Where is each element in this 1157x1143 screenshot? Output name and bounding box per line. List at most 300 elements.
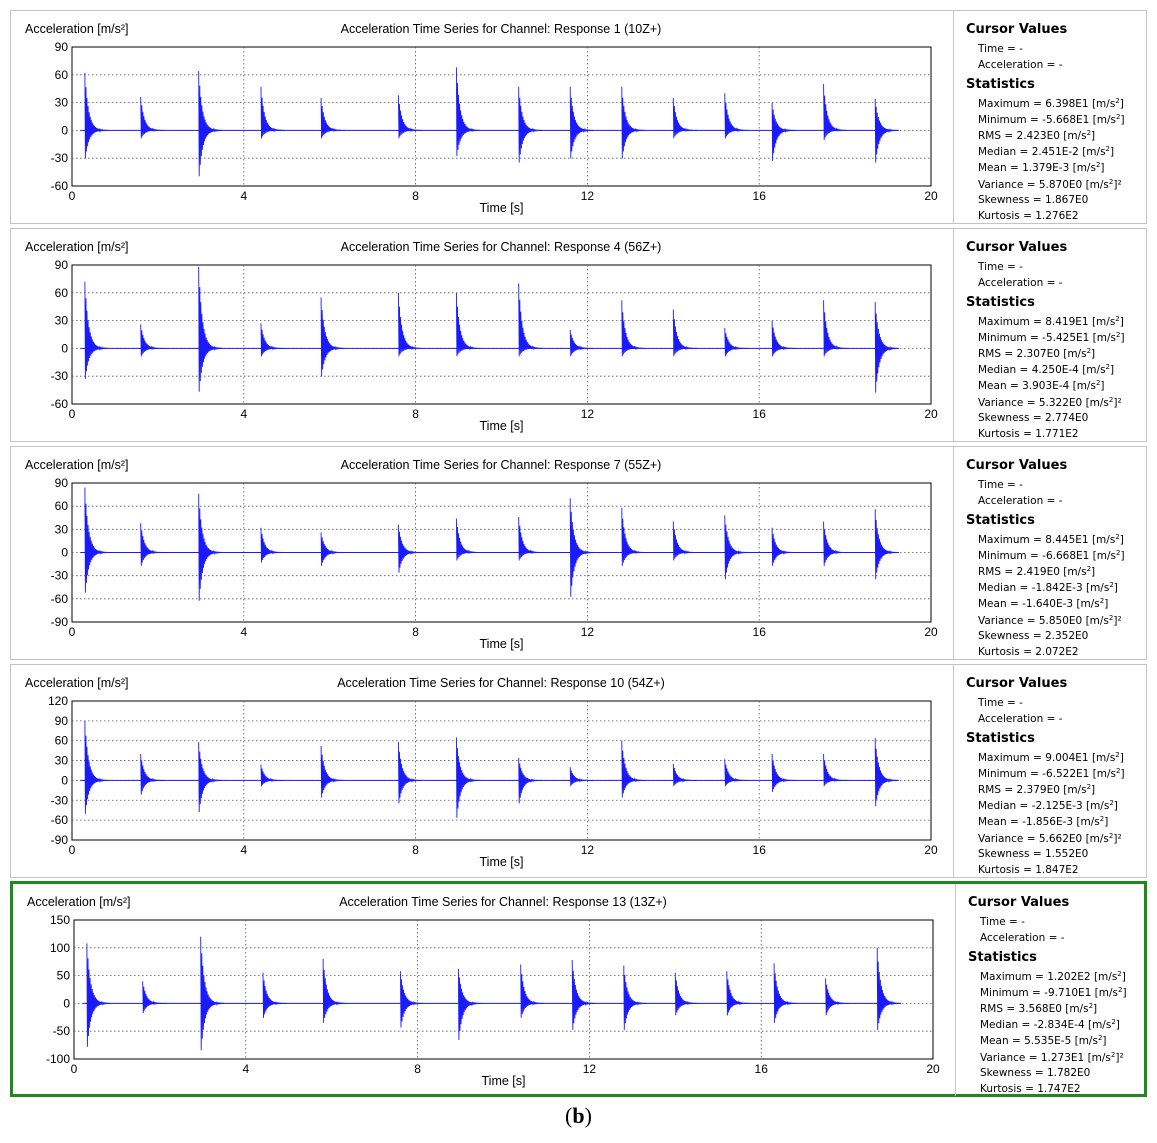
x-tick-label: 20 [924, 407, 938, 421]
stat-value: 1.552E0 [1044, 847, 1089, 860]
stat-row-mean [980, 1034, 1107, 1047]
x-tick-label: 8 [412, 189, 419, 203]
stat-unit-exponent: 2 [1086, 783, 1092, 792]
x-tick-label: 12 [580, 189, 595, 203]
stat-label: Median [978, 364, 1017, 377]
stat-label: RMS [978, 566, 1002, 579]
stat-label: Skewness [978, 629, 1030, 642]
y-tick-label: 0 [61, 341, 68, 356]
stat-equals: = [1029, 534, 1046, 546]
stat-label: Maximum [980, 971, 1032, 983]
stat-row-variance [978, 832, 1122, 845]
stat-unit-base: [m/s [1082, 146, 1106, 159]
y-tick-label: -60 [50, 813, 68, 828]
stat-value: 2.423E0 [1016, 130, 1060, 143]
x-tick-label: 0 [68, 843, 76, 857]
stat-equals: = [1029, 98, 1046, 110]
stat-row-variance [978, 396, 1122, 409]
chart-svg[interactable] [11, 229, 953, 441]
stat-row-rms [980, 1002, 1097, 1015]
stat-unit-base: [m/s [1091, 98, 1116, 110]
stat-label: Mean [978, 162, 1007, 175]
y-tick-label: -50 [52, 1024, 70, 1039]
plot-area[interactable] [11, 665, 953, 877]
stat-label: Median [978, 582, 1017, 595]
stat-unit-close: ] [1119, 316, 1124, 328]
stat-row-median [978, 145, 1114, 158]
stat-equals: = [1025, 1051, 1041, 1064]
cursor-values-heading: Cursor Values [966, 458, 1068, 473]
stat-unit [1086, 582, 1118, 594]
stat-value: 2.072E2 [1035, 645, 1079, 658]
stat-unit-base: [m/s [1092, 550, 1117, 563]
stat-row-mean [978, 815, 1108, 828]
x-tick-label: 12 [582, 1062, 597, 1076]
stat-unit-base: [m/s [1087, 1051, 1111, 1064]
x-tick-label: 20 [924, 843, 938, 857]
chart-title: Acceleration Time Series for Channel: Response 7 (55Z+) [340, 458, 662, 472]
x-tick-label: 12 [580, 407, 595, 421]
x-axis-label: Time [s] [481, 1074, 526, 1088]
y-tick-label: 0 [61, 545, 68, 560]
stat-unit-close: ] [1121, 971, 1126, 983]
stat-row-median [980, 1018, 1120, 1031]
stat-equals: = [1023, 614, 1039, 627]
stat-unit [1075, 1035, 1107, 1047]
chart-svg[interactable] [13, 884, 955, 1096]
stat-value: -6.522E1 [1042, 768, 1090, 781]
stat-unit-exponent: 2 [1095, 161, 1101, 170]
y-tick-label: 150 [49, 913, 70, 927]
x-tick-label: 16 [752, 843, 766, 857]
stat-unit-exponent: 2 [1099, 815, 1105, 824]
stat-equals: = [1021, 1082, 1038, 1095]
stat-equals: = [1001, 566, 1017, 579]
stat-unit-exponent: 2 [1115, 97, 1120, 105]
stat-unit-exponent: 2 [1105, 363, 1111, 372]
x-tick-label: 4 [240, 843, 248, 857]
stat-label: Skewness [980, 1066, 1032, 1079]
x-tick-label: 0 [68, 625, 76, 639]
stat-unit-close: ]² [1113, 614, 1122, 627]
plot-area[interactable] [13, 884, 955, 1096]
stat-unit-exponent: 2 [1116, 767, 1121, 776]
stat-unit-exponent: 2 [1108, 613, 1114, 622]
y-axis-label: Acceleration [m/s²] [25, 240, 129, 254]
x-tick-label: 8 [414, 1062, 421, 1076]
x-tick-label: 12 [580, 625, 595, 639]
stat-unit-exponent: 2 [1109, 799, 1114, 808]
y-tick-label: -60 [50, 397, 68, 411]
x-tick-label: 20 [924, 625, 938, 639]
cursor-acceleration: Acceleration = - [978, 495, 1063, 507]
chart-title: Acceleration Time Series for Channel: Response 13 (13Z+) [339, 895, 667, 909]
stat-unit-exponent: 2 [1105, 145, 1111, 154]
chart-svg[interactable] [11, 11, 953, 223]
stat-unit-base: [m/s [1063, 348, 1087, 361]
stat-unit [1073, 162, 1105, 174]
stat-value: 2.307E0 [1016, 348, 1060, 361]
stats-sidebar [953, 11, 1148, 223]
stat-unit-close: ] [1100, 162, 1105, 175]
cursor-acceleration: Acceleration = - [978, 59, 1063, 71]
y-tick-label: -100 [45, 1052, 70, 1066]
stat-label: Mean [978, 380, 1007, 393]
chart-panel-2[interactable] [10, 228, 1147, 442]
chart-panel-1[interactable] [10, 10, 1147, 224]
statistics-heading: Statistics [968, 950, 1037, 965]
stat-label: Variance [978, 178, 1024, 191]
stat-unit-base: [m/s [1092, 768, 1117, 781]
x-tick-label: 12 [580, 843, 595, 857]
stat-row-skewness [978, 630, 1088, 642]
y-axis-label: Acceleration [m/s²] [25, 22, 129, 36]
plot-area[interactable] [11, 229, 953, 441]
figure-caption [0, 1103, 1157, 1129]
stat-unit-base: [m/s [1076, 598, 1100, 611]
statistics-heading: Statistics [966, 513, 1035, 528]
stat-unit-base: [m/s [1085, 396, 1109, 409]
y-tick-label: -30 [50, 793, 68, 808]
stat-value: -5.668E1 [1042, 114, 1090, 127]
stat-row-kurtosis [978, 864, 1079, 876]
stat-label: RMS [978, 348, 1002, 361]
stat-row-skewness [978, 848, 1088, 860]
y-tick-label: 60 [54, 499, 68, 514]
stat-unit [1094, 971, 1126, 983]
stat-label: Kurtosis [978, 645, 1020, 658]
stat-equals: = [1029, 193, 1045, 206]
stat-row-kurtosis [980, 1083, 1081, 1095]
stat-unit-exponent: 2 [1086, 347, 1092, 356]
x-tick-label: 8 [412, 843, 419, 857]
stat-unit-close: ] [1100, 380, 1105, 393]
x-tick-label: 4 [240, 407, 248, 421]
stat-unit-base: [m/s [1074, 1035, 1098, 1048]
x-tick-label: 16 [752, 189, 766, 203]
x-axis-label: Time [s] [479, 201, 524, 215]
stat-row-rms [978, 347, 1095, 360]
stat-equals: = [1019, 863, 1036, 876]
stat-value: 3.568E0 [1018, 1003, 1062, 1016]
caption-label: b [572, 1103, 585, 1128]
stat-equals: = [1029, 316, 1046, 328]
stat-row-mean [978, 161, 1105, 174]
stat-unit-base: [m/s [1092, 114, 1117, 127]
stat-unit-close: ] [1120, 114, 1125, 127]
stat-unit [1088, 1019, 1120, 1031]
cursor-time: Time = - [980, 916, 1025, 928]
stat-unit-exponent: 2 [1097, 1034, 1103, 1043]
y-tick-label: 90 [54, 40, 68, 54]
caption-open: ( [565, 1103, 573, 1128]
stat-label: Variance [978, 832, 1024, 845]
stat-row-minimum [978, 113, 1125, 126]
stat-equals: = [1016, 582, 1032, 595]
caption-close: ) [584, 1103, 592, 1128]
stat-value: -1.640E-3 [1022, 598, 1074, 611]
chart-title: Acceleration Time Series for Channel: Response 4 (56Z+) [340, 240, 662, 254]
stat-unit-base: [m/s [1085, 800, 1110, 813]
stat-value: -1.842E-3 [1031, 582, 1083, 595]
chart-svg[interactable] [11, 447, 953, 659]
stat-label: Maximum [978, 316, 1030, 328]
stat-unit [1093, 550, 1125, 562]
stat-unit [1063, 130, 1095, 142]
stat-row-minimum [978, 767, 1125, 780]
chart-svg[interactable] [11, 665, 953, 877]
stat-equals: = [1016, 800, 1032, 813]
stat-row-kurtosis [978, 646, 1079, 658]
stat-unit-close: ] [1120, 768, 1125, 781]
x-tick-label: 0 [68, 189, 76, 203]
stat-equals: = [1016, 364, 1032, 377]
stat-row-skewness [980, 1067, 1090, 1079]
y-tick-label: 30 [54, 313, 68, 328]
stat-row-minimum [978, 331, 1125, 344]
stat-unit [1092, 752, 1124, 764]
stat-label: Minimum [978, 768, 1027, 781]
stat-value: -5.425E1 [1042, 332, 1090, 345]
stat-label: RMS [978, 784, 1002, 797]
stat-unit [1093, 114, 1125, 126]
cursor-time: Time = - [978, 43, 1023, 55]
stat-row-minimum [978, 549, 1125, 562]
stat-row-mean [978, 379, 1105, 392]
stat-value: 5.535E-5 [1024, 1035, 1072, 1048]
y-tick-label: 120 [47, 694, 68, 708]
stat-row-variance [978, 178, 1122, 191]
stat-equals: = [1031, 971, 1048, 983]
stat-label: Minimum [978, 550, 1027, 563]
cursor-values-heading: Cursor Values [966, 676, 1068, 691]
y-tick-label: -90 [50, 615, 68, 629]
stat-label: Skewness [978, 193, 1030, 206]
stats-sidebar [953, 447, 1148, 659]
stat-value: -2.834E-4 [1033, 1019, 1085, 1032]
stat-unit-exponent: 2 [1117, 970, 1122, 978]
stat-row-skewness [978, 194, 1088, 206]
stat-label: Kurtosis [978, 209, 1020, 222]
stat-unit-exponent: 2 [1111, 1018, 1116, 1027]
stat-unit-close: ] [1091, 784, 1096, 797]
chart-panel-5[interactable] [10, 881, 1147, 1097]
stat-unit-base: [m/s [1094, 987, 1119, 1000]
stat-unit-exponent: 2 [1108, 177, 1114, 186]
stat-equals: = [1026, 114, 1043, 127]
stat-unit-close: ]² [1113, 396, 1122, 409]
stat-label: Maximum [978, 98, 1030, 110]
cursor-values-heading: Cursor Values [968, 895, 1070, 910]
stat-row-minimum [980, 986, 1127, 999]
x-tick-label: 16 [754, 1062, 768, 1076]
stat-unit-close: ] [1119, 534, 1124, 546]
stat-row-rms [978, 783, 1095, 796]
stat-unit-exponent: 2 [1116, 113, 1121, 122]
stat-equals: = [1023, 178, 1039, 191]
stat-unit-close: ] [1091, 130, 1096, 143]
stat-label: Mean [978, 816, 1007, 829]
stat-unit [1063, 784, 1095, 796]
stat-unit-exponent: 2 [1108, 395, 1114, 404]
stat-equals: = [1018, 1019, 1034, 1032]
stat-value: 1.202E2 [1047, 971, 1091, 983]
stat-unit-base: [m/s [1063, 566, 1087, 579]
y-tick-label: 100 [49, 940, 70, 955]
stat-unit-base: [m/s [1085, 582, 1110, 595]
stat-label: Skewness [978, 847, 1030, 860]
stat-value: 2.352E0 [1044, 629, 1089, 642]
stat-label: Minimum [978, 114, 1027, 127]
y-tick-label: -30 [50, 369, 68, 384]
stat-unit [1082, 364, 1114, 376]
y-axis-label: Acceleration [m/s²] [27, 895, 131, 909]
chart-panel-3[interactable] [10, 446, 1147, 660]
stat-unit [1088, 1052, 1124, 1064]
stat-equals: = [1006, 816, 1023, 829]
x-tick-label: 16 [752, 407, 766, 421]
stat-unit-base: [m/s [1093, 971, 1118, 983]
x-tick-label: 0 [70, 1062, 78, 1076]
cursor-acceleration: Acceleration = - [978, 277, 1063, 289]
cursor-values-heading: Cursor Values [966, 22, 1068, 37]
stat-unit [1092, 98, 1124, 110]
x-tick-label: 8 [412, 407, 419, 421]
stat-unit-close: ] [1102, 1035, 1107, 1048]
stat-row-rms [978, 129, 1095, 142]
stat-unit-close: ] [1122, 987, 1127, 1000]
statistics-heading: Statistics [966, 77, 1035, 92]
stat-unit-base: [m/s [1082, 364, 1106, 377]
stat-unit-base: [m/s [1076, 816, 1100, 829]
stats-sidebar [953, 665, 1148, 877]
y-tick-label: 60 [54, 285, 68, 300]
stat-unit-base: [m/s [1091, 316, 1116, 328]
stat-unit-exponent: 2 [1115, 751, 1120, 759]
x-tick-label: 4 [240, 189, 248, 203]
stat-label: Variance [978, 614, 1024, 627]
y-tick-label: 60 [54, 733, 68, 748]
stat-value: 1.379E-3 [1022, 162, 1070, 175]
stat-unit-close: ] [1113, 582, 1118, 595]
y-tick-label: 30 [54, 522, 68, 537]
stat-unit [1093, 768, 1125, 780]
stat-unit-base: [m/s [1065, 1003, 1089, 1016]
stat-unit-exponent: 2 [1086, 565, 1092, 574]
stat-unit [1092, 316, 1124, 328]
y-tick-label: -60 [50, 179, 68, 193]
stat-unit [1065, 1003, 1097, 1015]
stat-value: 5.850E0 [1038, 614, 1083, 627]
plot-area[interactable] [11, 11, 953, 223]
y-tick-label: -30 [50, 151, 68, 166]
x-tick-label: 16 [752, 625, 766, 639]
stat-value: 5.870E0 [1038, 178, 1083, 191]
y-tick-label: 60 [54, 67, 68, 82]
stat-value: 8.419E1 [1045, 316, 1089, 328]
chart-title: Acceleration Time Series for Channel: Response 1 (10Z+) [340, 22, 662, 36]
x-tick-label: 20 [926, 1062, 940, 1076]
chart-panel-4[interactable] [10, 664, 1147, 878]
stat-unit-close: ] [1093, 1003, 1098, 1016]
stat-unit-close: ]² [1113, 832, 1122, 845]
stat-unit-close: ] [1115, 1019, 1120, 1032]
stat-equals: = [1031, 1066, 1047, 1079]
stat-row-mean [978, 597, 1108, 610]
stat-unit-base: [m/s [1085, 178, 1109, 191]
stat-unit [1092, 534, 1124, 546]
x-axis-label: Time [s] [479, 855, 524, 869]
stat-unit-exponent: 2 [1099, 597, 1105, 606]
stat-equals: = [1029, 752, 1046, 764]
stat-equals: = [1029, 411, 1045, 424]
stat-unit-close: ] [1091, 566, 1096, 579]
plot-area[interactable] [11, 447, 953, 659]
stat-equals: = [1028, 987, 1045, 1000]
stat-row-skewness [978, 412, 1088, 424]
stat-label: Median [980, 1019, 1019, 1032]
y-axis-label: Acceleration [m/s²] [25, 458, 129, 472]
stat-equals: = [1029, 847, 1045, 860]
stat-unit-exponent: 2 [1095, 379, 1101, 388]
stat-unit-close: ] [1110, 364, 1115, 377]
stat-equals: = [1008, 1035, 1025, 1048]
stat-value: 1.273E1 [1040, 1051, 1085, 1064]
stat-row-maximum [978, 97, 1124, 110]
stat-label: Variance [978, 396, 1024, 409]
stat-label: Kurtosis [980, 1082, 1022, 1095]
stat-unit [1093, 332, 1125, 344]
stat-unit-exponent: 2 [1088, 1002, 1094, 1011]
stat-row-maximum [978, 533, 1124, 546]
statistics-heading: Statistics [966, 731, 1035, 746]
stat-equals: = [1029, 629, 1045, 642]
stat-row-median [978, 363, 1114, 376]
y-tick-label: -30 [50, 568, 68, 583]
y-tick-label: -60 [50, 591, 68, 606]
y-axis-label: Acceleration [m/s²] [25, 676, 129, 690]
stat-value: 2.451E-2 [1031, 146, 1079, 159]
stat-unit-close: ] [1120, 550, 1125, 563]
y-tick-label: 0 [61, 123, 68, 138]
stat-equals: = [1001, 130, 1017, 143]
stat-unit-exponent: 2 [1086, 129, 1092, 138]
stat-row-kurtosis [978, 210, 1079, 222]
stat-value: 5.322E0 [1038, 396, 1083, 409]
stat-unit-close: ] [1119, 98, 1124, 110]
cursor-acceleration: Acceleration = - [978, 713, 1063, 725]
y-tick-label: 90 [54, 476, 68, 490]
chart-title: Acceleration Time Series for Channel: Response 10 (54Z+) [337, 676, 665, 690]
stat-row-variance [978, 614, 1122, 627]
stat-label: Kurtosis [978, 863, 1020, 876]
stat-label: Median [978, 146, 1017, 159]
statistics-heading: Statistics [966, 295, 1035, 310]
x-tick-label: 0 [68, 407, 76, 421]
stat-unit [1076, 598, 1108, 610]
stat-equals: = [1019, 645, 1036, 658]
stat-value: 2.774E0 [1044, 411, 1089, 424]
stat-equals: = [1026, 550, 1043, 563]
stat-value: 9.004E1 [1045, 752, 1089, 764]
stat-value: -6.668E1 [1042, 550, 1090, 563]
cursor-time: Time = - [978, 697, 1023, 709]
stat-equals: = [1001, 348, 1017, 361]
stat-unit [1086, 397, 1122, 409]
stat-label: Minimum [978, 332, 1027, 345]
stat-unit-base: [m/s [1092, 332, 1117, 345]
stat-value: 6.398E1 [1045, 98, 1089, 110]
